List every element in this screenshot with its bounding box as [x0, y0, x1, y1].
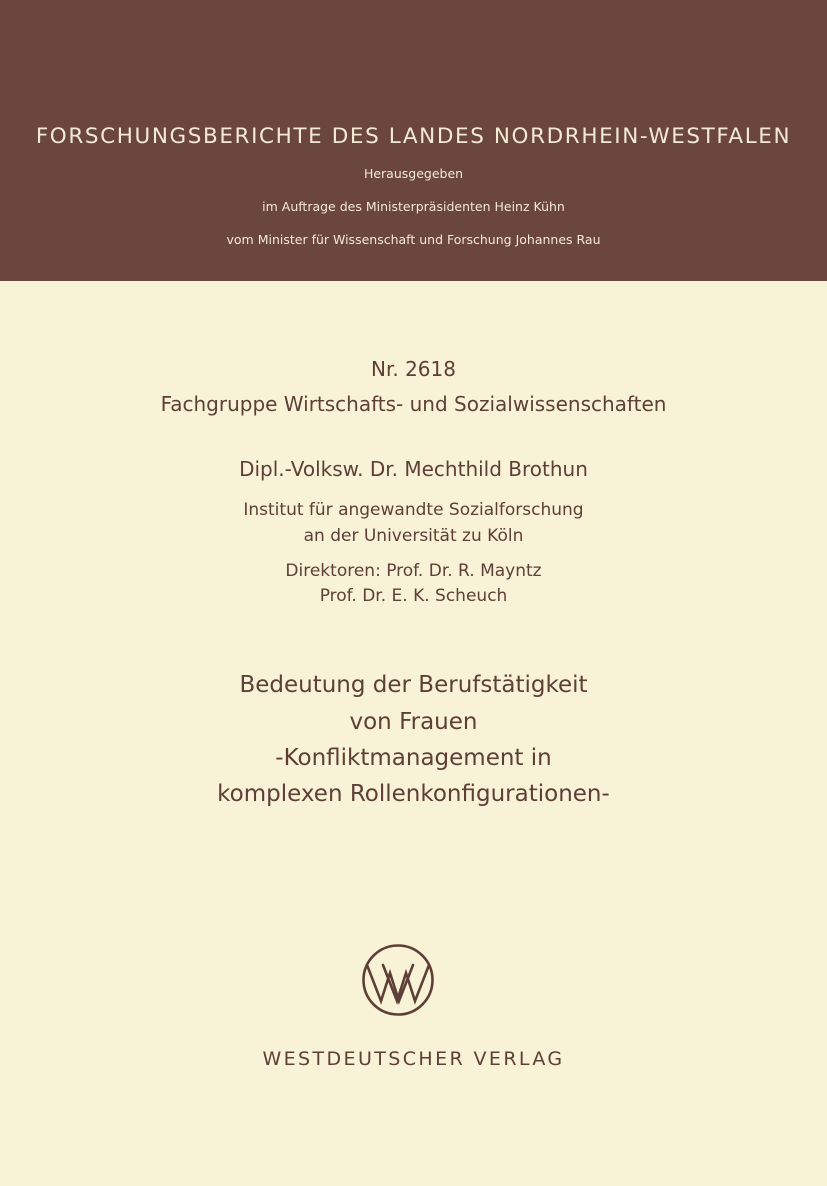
report-group: Fachgruppe Wirtschafts- und Sozialwissenschaften: [160, 392, 667, 416]
book-title-line-3: -Konfliktmanagement in: [275, 745, 552, 771]
publisher-name: WESTDEUTSCHER VERLAG: [262, 1048, 565, 1070]
editor-line-minister: vom Minister für Wissenschaft und Forschung Johannes Rau: [226, 232, 601, 247]
author-name: Dipl.-Volksw. Dr. Mechthild Brothun: [239, 457, 588, 481]
institute-line-1: Institut für angewandte Sozialforschung: [243, 500, 584, 520]
publisher-logo-icon: [361, 943, 435, 1017]
editor-line-ministerpraesident: im Auftrage des Ministerpräsidenten Heinz Kühn: [262, 199, 565, 214]
institute-line-2: an der Universität zu Köln: [303, 526, 524, 546]
editor-line-herausgegeben: Herausgegeben: [363, 166, 464, 181]
book-title-line-4: komplexen Rollenkonfigurationen-: [217, 781, 610, 807]
directors-line-2: Prof. Dr. E. K. Scheuch: [319, 586, 508, 606]
directors-line-1: Direktoren: Prof. Dr. R. Mayntz: [285, 561, 542, 581]
book-title-line-2: von Frauen: [349, 709, 478, 735]
book-title-line-1: Bedeutung der Berufstätigkeit: [239, 672, 588, 698]
header-band: [0, 0, 827, 281]
report-number: Nr. 2618: [371, 357, 456, 381]
series-title: FORSCHUNGSBERICHTE DES LANDES NORDRHEIN-WESTFALEN: [35, 124, 792, 149]
